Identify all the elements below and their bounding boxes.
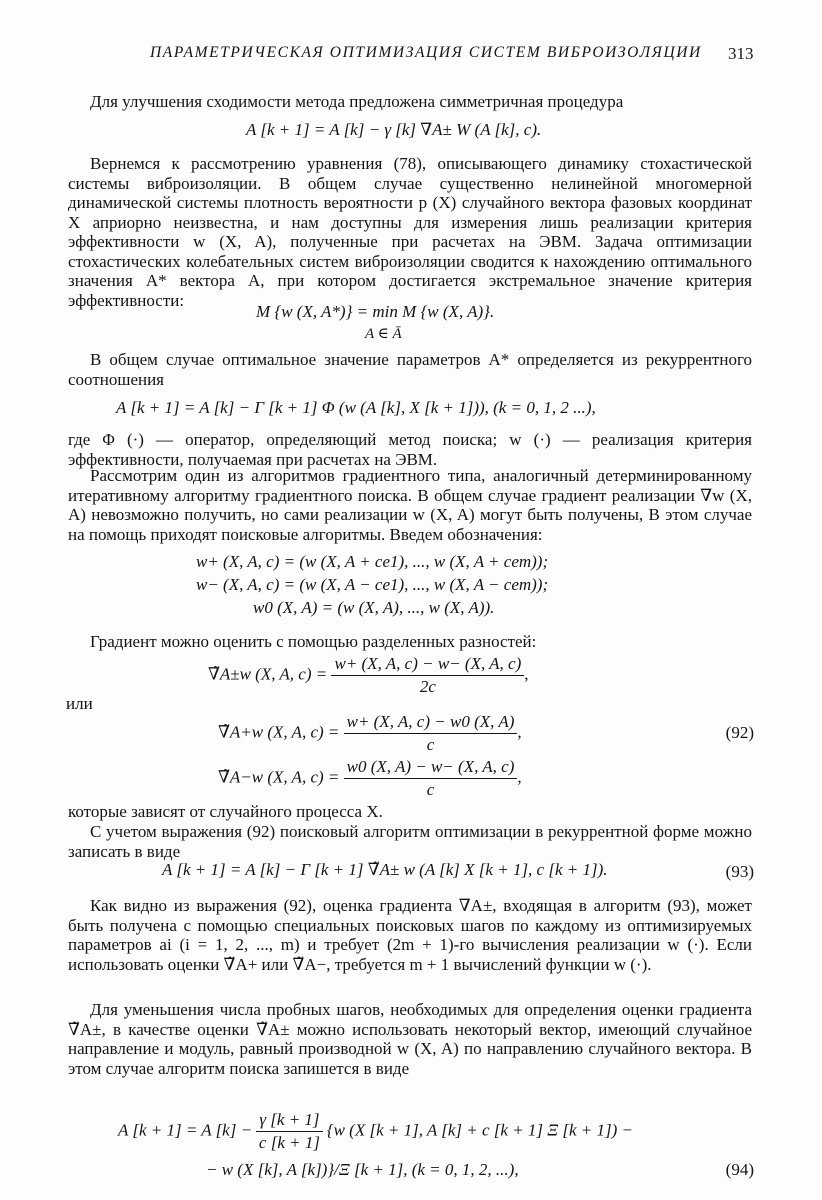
equation-optimality-criterion: M {w (X, A*)} = min M {w (X, A)}.: [256, 302, 495, 321]
paragraph-3: В общем случае оптимальное значение параметров A* определяется из рекуррентного соотношения: [68, 350, 752, 389]
paragraph-7: или: [66, 694, 93, 713]
equation-random-search-lhs: A [k + 1] = A [k] −: [118, 1120, 253, 1140]
equation-search-algorithm: A [k + 1] = A [k] − Γ [k + 1] ∇̃A± w (A [k] X [k + 1], c [k + 1]).: [162, 860, 608, 879]
paragraph-2: Вернемся к рассмотрению уравнения (78), описывающего динамику стохастической системы виброизоляции. В общем случае существенно нелинейной многомерной динамической системы плотность вероятности p (X) случайного вектора фазовых координат X априорно неизвестна, и нам доступны для измерения лишь реализации критерия эффективности w (X, A), полученные при расчетах на ЭВМ. Задача оптимизации стохастических колебательных систем виброизоляции сводится к нахождению оптимального значения A* вектора A, при котором достигается экстремальное значение критерия эффективности:: [68, 154, 752, 310]
fraction-random-search: [256, 1110, 322, 1153]
paragraph-10: Как видно из выражения (92), оценка градиента ∇A±, входящая в алгоритм (93), может быть получена с помощью специальных поисковых шагов по каждому из оптимизируемых параметров ai (i = 1, 2, ..., m) и требует (2m + 1)-го вычисления реализации w (·). Если использовать оценки ∇̃A+ или ∇̃A−, требуется m + 1 вычислений функции w (·).: [68, 896, 752, 974]
equation-gradient-central-lhs: ∇̃A±w (X, A, c) =: [208, 664, 328, 684]
fraction-forward-numerator: w+ (X, A, c) − w0 (X, A): [344, 712, 518, 734]
fraction-forward: [344, 712, 518, 755]
running-header-title: ПАРАМЕТРИЧЕСКАЯ ОПТИМИЗАЦИЯ СИСТЕМ ВИБРОИЗОЛЯЦИИ: [150, 44, 702, 61]
equation-recurrent-relation: A [k + 1] = A [k] − Γ [k + 1] Φ (w (A [k], X [k + 1])), (k = 0, 1, 2 ...),: [116, 398, 596, 417]
equation-optimality-subscript: A ∈ Ā: [365, 326, 402, 342]
paragraph-4: где Φ (·) — оператор, определяющий метод поиска; w (·) — реализация критерия эффективности, получаемая при расчетах на ЭВМ.: [68, 430, 752, 469]
equation-gradient-forward: ∇̃A+w (X, A, c) = $\frac{w+ (X, A, c) - w0 (X, A)}{c}$ ,: [218, 712, 522, 754]
fraction-forward-denominator: c: [426, 735, 435, 754]
equation-w-plus: w+ (X, A, c) = (w (X, A + ce1), ..., w (X, A + cem));: [196, 552, 549, 571]
equation-random-search: [118, 1110, 633, 1153]
equation-number-94: (94): [725, 1160, 754, 1179]
equation-random-search-line-2: − w (X [k], A [k])}/Ξ [k + 1], (k = 0, 1, 2, ...),: [206, 1160, 519, 1179]
paragraph-8: которые зависят от случайного процесса X.: [68, 802, 383, 821]
equation-number-93: (93): [725, 862, 754, 881]
equation-gradient-central: ∇̃A±w (X, A, c) = $\frac{w+ (X, A, c) - w- (X, A, c)}{2c}$ ,: [208, 654, 529, 696]
equation-gradient-forward-lhs: ∇̃A+w (X, A, c) =: [218, 722, 340, 742]
fraction-random-search-denominator: c [k + 1]: [258, 1133, 320, 1152]
paragraph-5: Рассмотрим один из алгоритмов градиентного типа, аналогичный детерминированному итеративному алгоритму градиентного поиска. В общем случае градиент реализации ∇w (X, A) невозможно получить, но сами реализации w (X, A) могут быть получены, В этом случае на помощь приходят поисковые алгоритмы. Введем обозначения:: [68, 466, 752, 544]
equation-w-minus: w− (X, A, c) = (w (X, A − ce1), ..., w (X, A − cem));: [196, 575, 549, 594]
equation-w-zero: w0 (X, A) = (w (X, A), ..., w (X, A)).: [253, 598, 495, 617]
page-number: 313: [728, 44, 754, 63]
equation-number-92: (92): [725, 723, 754, 742]
fraction-central-denominator: 2c: [419, 677, 436, 696]
equation-random-search-rhs: {w (X [k + 1], A [k] + c [k + 1] Ξ [k + 1]) −: [326, 1120, 634, 1140]
equation-symmetric-procedure: A [k + 1] = A [k] − γ [k] ∇A± W (A [k], c).: [246, 120, 542, 139]
paragraph-1: Для улучшения сходимости метода предложена симметричная процедура: [90, 92, 624, 111]
fraction-central-numerator: w+ (X, A, c) − w− (X, A, c): [331, 654, 524, 676]
fraction-backward: [344, 757, 518, 800]
fraction-backward-denominator: c: [426, 780, 435, 799]
fraction-random-search-numerator: γ [k + 1]: [256, 1110, 322, 1132]
fraction-central: [331, 654, 524, 697]
fraction-backward-numerator: w0 (X, A) − w− (X, A, c): [344, 757, 518, 779]
equation-gradient-backward-lhs: ∇̃A−w (X, A, c) =: [218, 767, 340, 787]
paragraph-11: Для уменьшения числа пробных шагов, необходимых для определения оценки градиента ∇̃A±, в качестве оценки ∇̃A± можно использовать некоторый вектор, имеющий случайное направление и модуль, равный производной w (X, A) по направлению случайного вектора. В этом случае алгоритм поиска запишется в виде: [68, 1000, 752, 1078]
paragraph-6: Градиент можно оценить с помощью разделенных разностей:: [90, 632, 537, 651]
equation-gradient-backward: ∇̃A−w (X, A, c) = $\frac{w0 (X, A) - w- (X, A, c)}{c}$ ,: [218, 757, 522, 799]
paragraph-9: С учетом выражения (92) поисковый алгоритм оптимизации в рекуррентной форме можно записать в виде: [68, 822, 752, 861]
